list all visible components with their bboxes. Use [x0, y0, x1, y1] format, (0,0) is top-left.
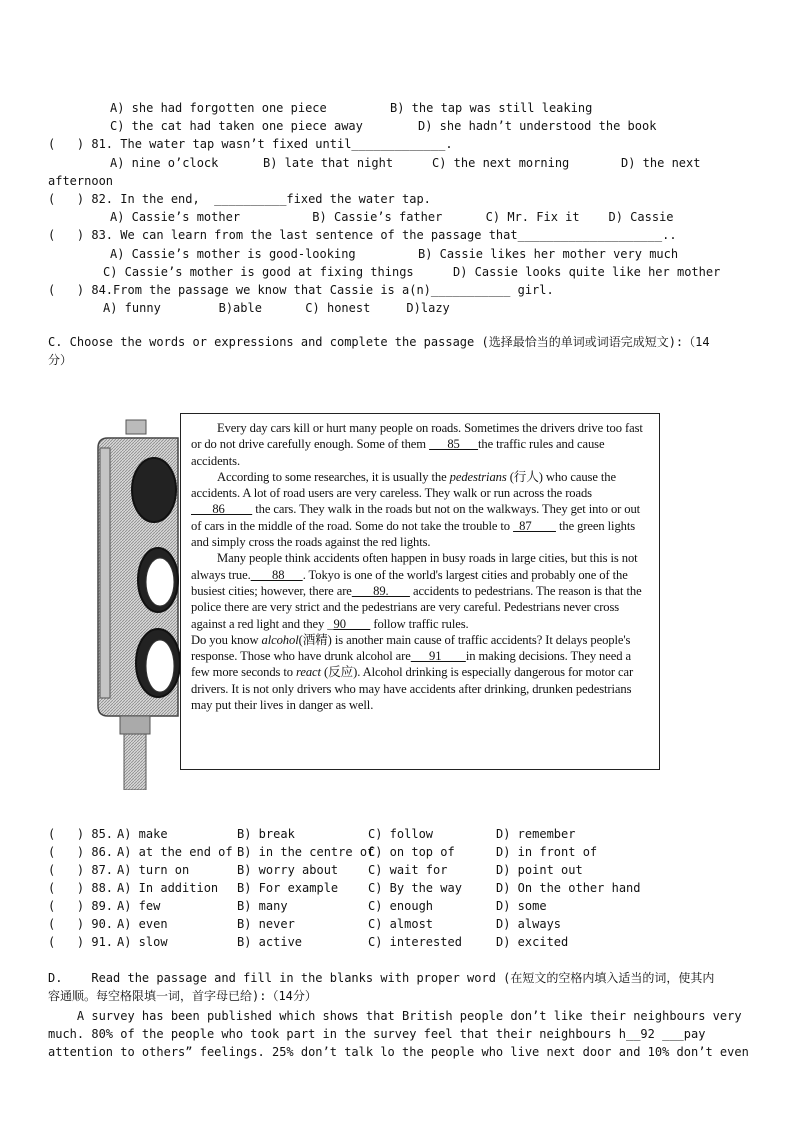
blank-90: 90 [333, 616, 371, 631]
q80-option-d: D) she hadn’t understood the book [418, 119, 657, 133]
choice-option-a: A) turn on [117, 863, 190, 877]
cloze-passage-box [180, 413, 660, 770]
q81-option-a: A) nine o’clock [110, 156, 219, 170]
choice-option-b: B) For example [237, 881, 339, 895]
q83-option-c: C) Cassie’s mother is good at fixing things [103, 265, 414, 279]
passage-p3-text-d: follow traffic rules. [370, 616, 469, 631]
choice-option-a: A) make [117, 827, 168, 841]
choice-number: ( ) 90. [48, 917, 114, 931]
q84-stem: ( ) 84.From the passage we know that Cassie is a(n)___________ girl. [48, 283, 554, 297]
choice-option-c: C) on top of [368, 845, 455, 859]
choice-option-b: B) many [237, 899, 288, 913]
choice-option-b: B) worry about [237, 863, 339, 877]
passage-p1-text-b: the traffic rules and cause accidents. [191, 437, 605, 468]
passage-p4-text-d: . Alcohol drinking is especially dangerous for motor car drivers. It is not only drivers who may have accidents after drinking, drunken pedestrians may put their lives in danger as well. [191, 665, 634, 713]
q80-option-a: A) she had forgotten one piece [110, 101, 327, 115]
q80-option-c: C) the cat had taken one piece away [110, 119, 363, 133]
passage-p4-text-c: in making decisions. They need a few more seconds to [191, 649, 631, 680]
q84-options: A) funny B)able C) honest D)lazy [103, 301, 450, 315]
q82-options: A) Cassie’s mother B) Cassie’s father C) Mr. Fix it D) Cassie [110, 210, 674, 224]
choice-number: ( ) 86. [48, 845, 114, 859]
section-d-line-1: A survey has been published which shows that British people don’t like their neighbours very [48, 1009, 742, 1023]
q83-option-a: A) Cassie’s mother is good-looking [110, 247, 356, 261]
passage-paragraph-2 [191, 469, 649, 550]
choice-option-d: D) remember [496, 827, 576, 841]
choice-option-b: B) active [237, 935, 303, 949]
choice-option-c: C) almost [368, 917, 434, 931]
passage-paragraph-4 [191, 632, 649, 713]
choice-number: ( ) 88. [48, 881, 114, 895]
choice-option-c: C) wait for [368, 863, 448, 877]
passage-p3-text-b: . Tokyo is one of the world's largest cities and probably one of the busiest cities; however, there are [191, 567, 628, 598]
section-d-line-2: much. 80% of the people who took part in the survey feel that their neighbours h__92 ___pay [48, 1027, 706, 1041]
choice-number: ( ) 91. [48, 935, 114, 949]
choice-number: ( ) 87. [48, 863, 114, 877]
q80-option-b: B) the tap was still leaking [390, 101, 593, 115]
term-pedestrians: pedestrians [449, 469, 507, 484]
blank-86: 86 [191, 502, 253, 517]
passage-paragraph-3 [191, 550, 649, 631]
q81-option-d-cont: afternoon [48, 174, 114, 188]
choice-option-c: C) By the way [368, 881, 462, 895]
choice-option-d: D) excited [496, 935, 569, 949]
passage-paragraph-1 [191, 420, 649, 469]
choice-option-c: C) enough [368, 899, 434, 913]
term-pedestrians-cn: (行人) [506, 469, 543, 484]
choice-option-a: A) few [117, 899, 161, 913]
blank-85: 85 [429, 437, 479, 452]
choice-option-c: C) follow [368, 827, 434, 841]
choice-option-d: D) in front of [496, 845, 598, 859]
passage-p4-text-a: Do you know [191, 632, 262, 647]
term-alcohol-cn: (酒精) [298, 632, 332, 647]
q83-option-b: B) Cassie likes her mother very much [418, 247, 679, 261]
passage-p2-text-c: the cars. They walk in the roads but not on the walkways. They get into or out of cars in the middle of the road. Some do not take the trouble to [191, 502, 641, 533]
choice-option-d: D) some [496, 899, 547, 913]
choice-option-b: B) in the centre of [237, 845, 375, 859]
passage-p2-text-d: the green lights and simply cross the roads against the red lights. [191, 518, 636, 550]
choice-option-b: B) never [237, 917, 295, 931]
passage-p1-text: Every day cars kill or hurt many people on roads. Sometimes the drivers drive too fast or do not drive carefully enough. Some of them [191, 421, 643, 452]
q81-stem: ( ) 81. The water tap wasn’t fixed until_____________. [48, 137, 453, 151]
choice-option-d: D) point out [496, 863, 583, 877]
passage-p2-text-b: who cause the accidents. A lot of road users are very careless. They walk or run across the roads [191, 469, 616, 501]
choice-number: ( ) 89. [48, 899, 114, 913]
choice-number: ( ) 85. [48, 827, 114, 841]
blank-88: 88 [250, 567, 303, 582]
q83-option-d: D) Cassie looks quite like her mother [453, 265, 721, 279]
section-d-line-3: attention to others” feelings. 25% don’t talk lo the people who live next door and 10% don’t even [48, 1045, 749, 1059]
q81-option-c: C) the next morning [432, 156, 570, 170]
traffic-light-illustration [92, 418, 184, 790]
choice-option-a: A) slow [117, 935, 168, 949]
passage-p3-text-a: Many people think accidents often happen in busy roads in large cities, but this is not always true. [191, 551, 638, 582]
choice-option-a: A) at the end of [117, 845, 233, 859]
passage-p4-text-b: is another main cause of traffic accidents? It delays people's response. Those who have drunk alcohol are [191, 632, 631, 664]
section-d-heading-cont: 容通顺。每空格限填一词，首字母已给):（14分） [48, 989, 317, 1003]
choice-option-d: D) On the other hand [496, 881, 641, 895]
choice-option-a: A) In addition [117, 881, 219, 895]
q83-stem: ( ) 83. We can learn from the last sentence of the passage that____________________.. [48, 228, 677, 242]
section-c-heading-cont: 分） [48, 353, 73, 367]
choice-option-a: A) even [117, 917, 168, 931]
blank-87: 87 [513, 518, 556, 533]
blank-89: 89. [351, 583, 410, 598]
choice-option-b: B) break [237, 827, 295, 841]
term-react-cn: (反应) [320, 665, 358, 680]
passage-p2-text-a: According to some researches, it is usually the [217, 469, 450, 484]
choice-option-c: C) interested [368, 935, 462, 949]
choice-option-d: D) always [496, 917, 562, 931]
section-d-heading: D. Read the passage and fill in the blanks with proper word (在短文的空格内填入适当的词，使其内 [48, 971, 715, 985]
passage-p3-text-c: accidents to pedestrians. The reason is that the police there are very strict and the pedestrians are very careful. Pedestrians never cross against a red light and they _ [191, 583, 642, 631]
q82-stem: ( ) 82. In the end, __________fixed the water tap. [48, 192, 431, 206]
term-alcohol: alcohol [261, 632, 299, 647]
term-react: react [296, 665, 321, 680]
q81-option-d: D) the next [621, 156, 701, 170]
blank-91: 91 [410, 649, 466, 664]
section-c-heading: C. Choose the words or expressions and complete the passage (选择最恰当的单词或词语完成短文):（14 [48, 335, 710, 349]
q81-option-b: B) late that night [263, 156, 394, 170]
